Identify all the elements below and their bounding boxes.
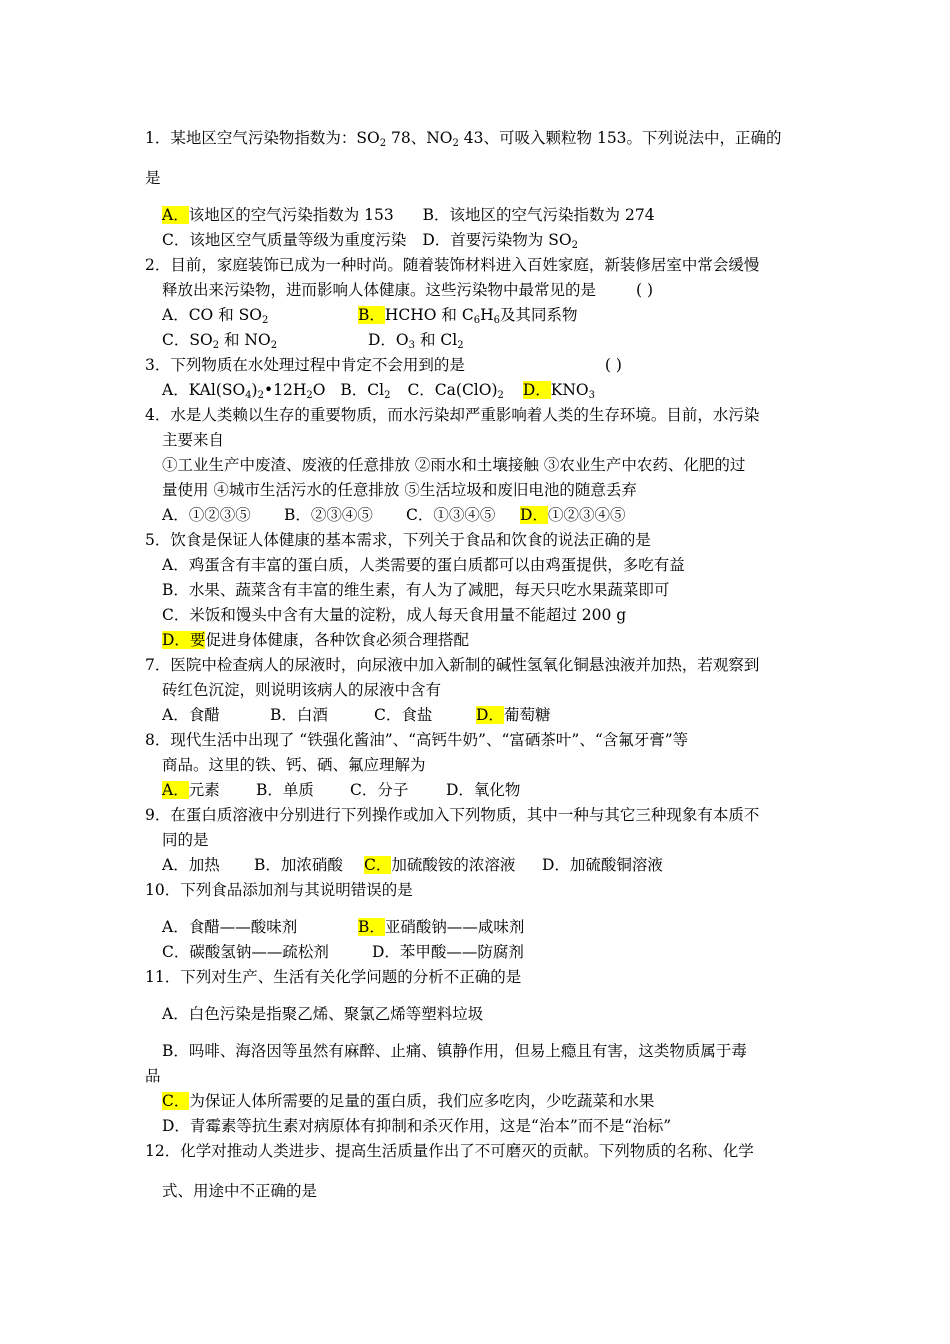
q4-items-1: ①工业生产中废渣、废液的任意排放 ②雨水和土壤接触 ③农业生产中农药、化肥的过 — [162, 456, 746, 474]
q7-options: A．食醋 B．白酒 C．食盐 D．葡萄糖 — [162, 706, 551, 724]
q11-option-b-2: 品 — [145, 1067, 161, 1085]
q8-stem-1: 8．现代生活中出现了 “铁强化酱油”、“高钙牛奶”、“富硒茶叶”、“含氟牙膏”等 — [145, 731, 689, 749]
q9-stem-1: 9．在蛋白质溶液中分别进行下列操作或加入下列物质，其中一种与其它三种现象有本质不 — [145, 806, 760, 824]
q5-option-a: A．鸡蛋含有丰富的蛋白质，人类需要的蛋白质都可以由鸡蛋提供，多吃有益 — [162, 556, 685, 574]
q3-options: A．$KAl(SO_4)_2•12H_2O$ B．$Cl_2$ C．$Ca(ClO)_2$ D．$KNO_3$ — [162, 381, 596, 401]
q1-stem: 1．某地区空气污染物指数为：$SO_2$ 78、$NO_2$ 43、可吸入颗粒物 153。下列说法中，正确的 — [145, 129, 782, 149]
q12-stem-1: 12．化学对推动人类进步、提高生活质量作出了不可磨灭的贡献。下列物质的名称、化学 — [145, 1142, 754, 1160]
q3-stem: 3．下列物质在水处理过程中肯定不会用到的是 ( ) — [145, 356, 622, 374]
q2-options-ab: A．CO 和 $SO_2$ B．HCHO 和 $C_6H_6$及其同系物 — [162, 306, 578, 326]
answer-highlight: B． — [358, 306, 385, 324]
answer-highlight: D． — [522, 381, 551, 399]
q8-options: A．元素 B．单质 C．分子 D．氧化物 — [162, 781, 521, 799]
answer-highlight: A． — [162, 206, 189, 224]
q7-stem-1: 7．医院中检查病人的尿液时，向尿液中加入新制的碱性氢氧化铜悬浊液并加热，若观察到 — [145, 656, 760, 674]
q2-options-cd: C．$SO_2$ 和 $NO_2$ D．$O_3$ 和 $Cl_2$ — [162, 331, 464, 351]
q4-stem-1: 4．水是人类赖以生存的重要物质，而水污染却严重影响着人类的生存环境。目前，水污染 — [145, 406, 760, 424]
q10-stem: 10．下列食品添加剂与其说明错误的是 — [145, 881, 413, 899]
q4-items-2: 量使用 ④城市生活污水的任意排放 ⑤生活垃圾和废旧电池的随意丢弃 — [162, 481, 637, 499]
q11-stem: 11．下列对生产、生活有关化学问题的分析不正确的是 — [145, 968, 522, 986]
answer-highlight: C． — [364, 856, 392, 874]
answer-highlight: D．要 — [162, 631, 206, 649]
q5-option-c: C．米饭和馒头中含有大量的淀粉，成人每天食用量不能超过 200 g — [162, 606, 627, 624]
q2-stem-1: 2．目前，家庭装饰已成为一种时尚。随着装饰材料进入百姓家庭，新装修居室中常会缓慢 — [145, 256, 760, 274]
q5-option-d: D．要促进身体健康，各种饮食必须合理搭配 — [162, 631, 469, 649]
answer-highlight: C． — [162, 1092, 190, 1110]
answer-highlight: D． — [520, 506, 548, 524]
q5-option-b: B．水果、蔬菜含有丰富的维生素，有人为了减肥，每天只吃水果蔬菜即可 — [162, 581, 670, 599]
q12-stem-2: 式、用途中不正确的是 — [162, 1182, 318, 1200]
q11-option-c: C．为保证人体所需要的足量的蛋白质，我们应多吃肉，少吃蔬菜和水果 — [162, 1092, 655, 1110]
answer-highlight: A． — [162, 781, 189, 799]
answer-highlight: B． — [358, 918, 385, 936]
q11-option-d: D．青霉素等抗生素对病原体有抑制和杀灭作用，这是“治本”而不是“治标” — [162, 1117, 672, 1135]
q4-stem-2: 主要来自 — [162, 431, 225, 449]
q10-options-cd: C．碳酸氢钠——疏松剂 D．苯甲酸——防腐剂 — [162, 943, 524, 961]
q9-stem-2: 同的是 — [162, 831, 209, 849]
q7-stem-2: 砖红色沉淀，则说明该病人的尿液中含有 — [162, 681, 442, 699]
q1-options-ab: A．该地区的空气污染指数为 153 B．该地区的空气污染指数为 274 — [162, 206, 655, 224]
q1-options-cd: C．该地区空气质量等级为重度污染 D．首要污染物为 $SO_2$ — [162, 231, 578, 251]
q1-stem-tail: 是 — [145, 169, 161, 187]
q5-stem: 5．饮食是保证人体健康的基本需求，下列关于食品和饮食的说法正确的是 — [145, 531, 651, 549]
q11-option-a: A．白色污染是指聚乙烯、聚氯乙烯等塑料垃圾 — [162, 1005, 484, 1023]
q8-stem-2: 商品。这里的铁、钙、硒、氟应理解为 — [162, 756, 426, 774]
answer-highlight: D． — [476, 706, 504, 724]
q4-options: A．①②③⑤ B．②③④⑤ C．①③④⑤ D．①②③④⑤ — [162, 506, 626, 524]
q11-option-b-1: B．吗啡、海洛因等虽然有麻醉、止痛、镇静作用，但易上瘾且有害，这类物质属于毒 — [162, 1042, 747, 1060]
q10-options-ab: A．食醋——酸味剂 B．亚硝酸钠——咸味剂 — [162, 918, 525, 936]
q2-stem-2: 释放出来污染物，进而影响人体健康。这些污染物中最常见的是 ( ) — [162, 281, 654, 299]
q9-options: A．加热 B．加浓硝酸 C．加硫酸铵的浓溶液 D．加硫酸铜溶液 — [162, 856, 663, 874]
